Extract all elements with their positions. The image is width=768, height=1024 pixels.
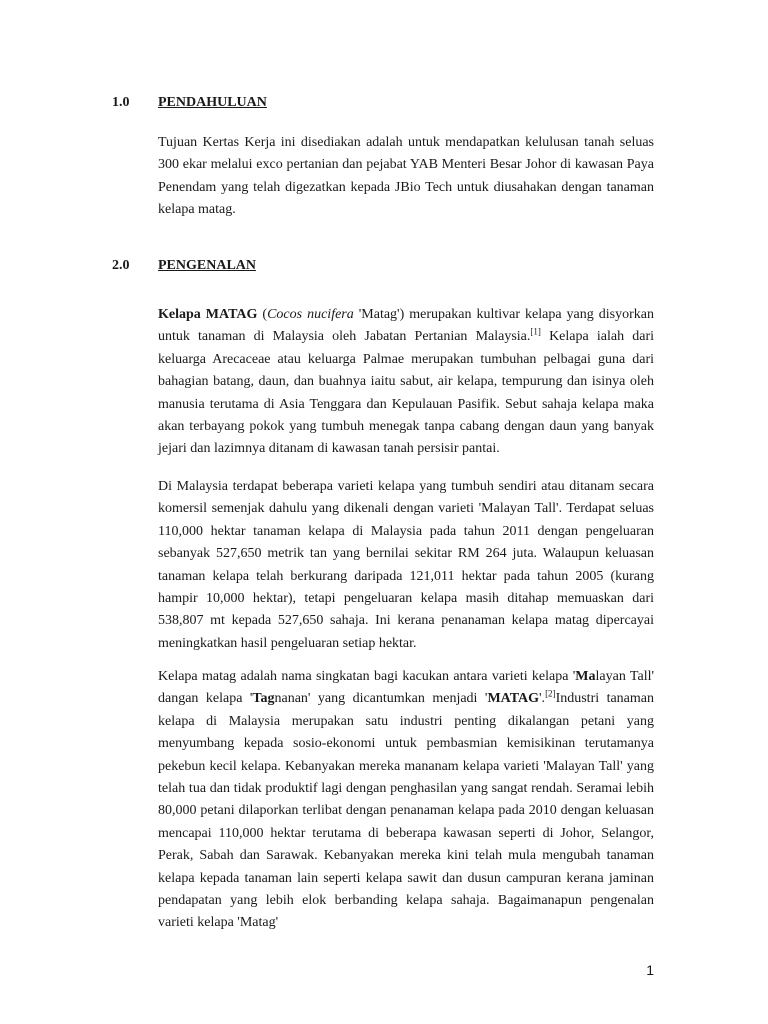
section-1-title: PENDAHULUAN [158,95,267,110]
text-run: 'Matag') merupakan kultivar kelapa yang disyorkan untuk tanaman di Malaysia oleh Jabatan Pertanian Malaysia. [158,307,655,345]
section-1-number: 1.0 [112,95,130,110]
section-2-paragraph-3 [158,666,654,935]
section-2-paragraph-2: Di Malaysia terdapat beberapa varieti kelapa yang tumbuh sendiri atau ditanam secara komersil semenjak dahulu yang dikenali dengan varieti 'Malayan Tall'. Terdapat seluas 110,000 hektar tanaman kelapa di Malaysia pada tahun 2011 dengan pengeluaran sebanyak 527,650 metrik tan yang bernilai sekitar RM 264 juta. Walaupun keluasan tanaman kelapa telah berkurang daripada 121,011 hektar pada tahun 2005 (kurang hampir 10,000 hektar), tetapi pengeluaran kelapa masih ditahap memuaskan dari 538,807 mt kepada 527,650 sahaja. Ini kerana penanaman kelapa matag dipercayai meningkatkan hasil pengeluaran setiap hektar. [158,479,654,651]
text-run: '. [539,691,546,707]
section-1-heading [112,95,267,111]
section-2-title: PENGENALAN [158,258,257,273]
text-run: Kelapa ialah dari keluarga Arecaceae atau keluarga Palmae merupakan tumbuhan pelbagai guna dari bahagian batang, daun, dan buahnya iaitu sabut, air kelapa, tempurung dan isinya oleh manusia terutama di Asia Tenggara dan Kepulauan Pasifik. Sebut sahaja kelapa maka akan terbayang pokok yang tumbuh menegak tanpa cabang dengan daun yang banyak jejari dan lazimnya ditanam di kawasan tanah persisir pantai. [158,329,654,457]
bold-run: Ma [575,669,596,684]
text-run: ( [257,307,268,322]
reference-1: [1] [530,326,541,337]
text-run: Kelapa matag adalah nama singkatan bagi kacukan antara varieti kelapa ' [158,669,576,684]
page-number: 1 [646,962,654,978]
bold-run: MATAG [487,691,540,707]
text-run: layan [595,669,626,684]
text-run: Tall' dangan kelapa ' [158,669,654,707]
text-run: Industri tanaman kelapa di Malaysia merupakan satu industri penting dikalangan petani yang menyumbang kepada sosio-ekonomi untuk pembasmian kemisikinan terutamanya pekebun kecil kelapa. Kebanyakan mereka mananam kelapa varieti 'Malayan Tall' yang telah tua dan tidak produktif lagi dengan penghasilan yang sangat rendah. Seramai lebih 80,000 petani dilaporkan terlibat dengan penanaman kelapa pada 2010 dengan keluasan mencapai 110,000 hektar terutama di beberapa kawasan seperti di Johor, Selangor, Perak, Sabah dan Sarawak. Kebanyakan mereka kini telah mula mengubah tanaman kelapa kepada tanaman lain seperti kelapa sawit dan dusun campuran kerana jaminan pendapatan yang lebih elok berbanding kelapa sahaja. Bagaimanapun pengenalan varieti kelapa 'Matag' [158,691,654,931]
scientific-name: Cocos nucifera [267,307,354,322]
bold-lead: Kelapa MATAG [158,307,258,322]
reference-2: [2] [545,688,556,699]
section-2-heading [112,258,256,274]
bold-run: Tag [252,691,275,707]
section-1-paragraph: Tujuan Kertas Kerja ini disediakan adalah untuk mendapatkan kelulusan tanah seluas 300 ekar melalui exco pertanian dan pejabat YAB Menteri Besar Johor di kawasan Paya Penendam yang telah digezatkan kepada JBio Tech untuk diusahakan dengan tanaman kelapa matag. [158,135,654,218]
text-run: nanan' yang dicantumkan menjadi ' [274,691,488,707]
section-2-paragraph-1 [158,304,654,461]
section-2-number: 2.0 [112,258,130,273]
